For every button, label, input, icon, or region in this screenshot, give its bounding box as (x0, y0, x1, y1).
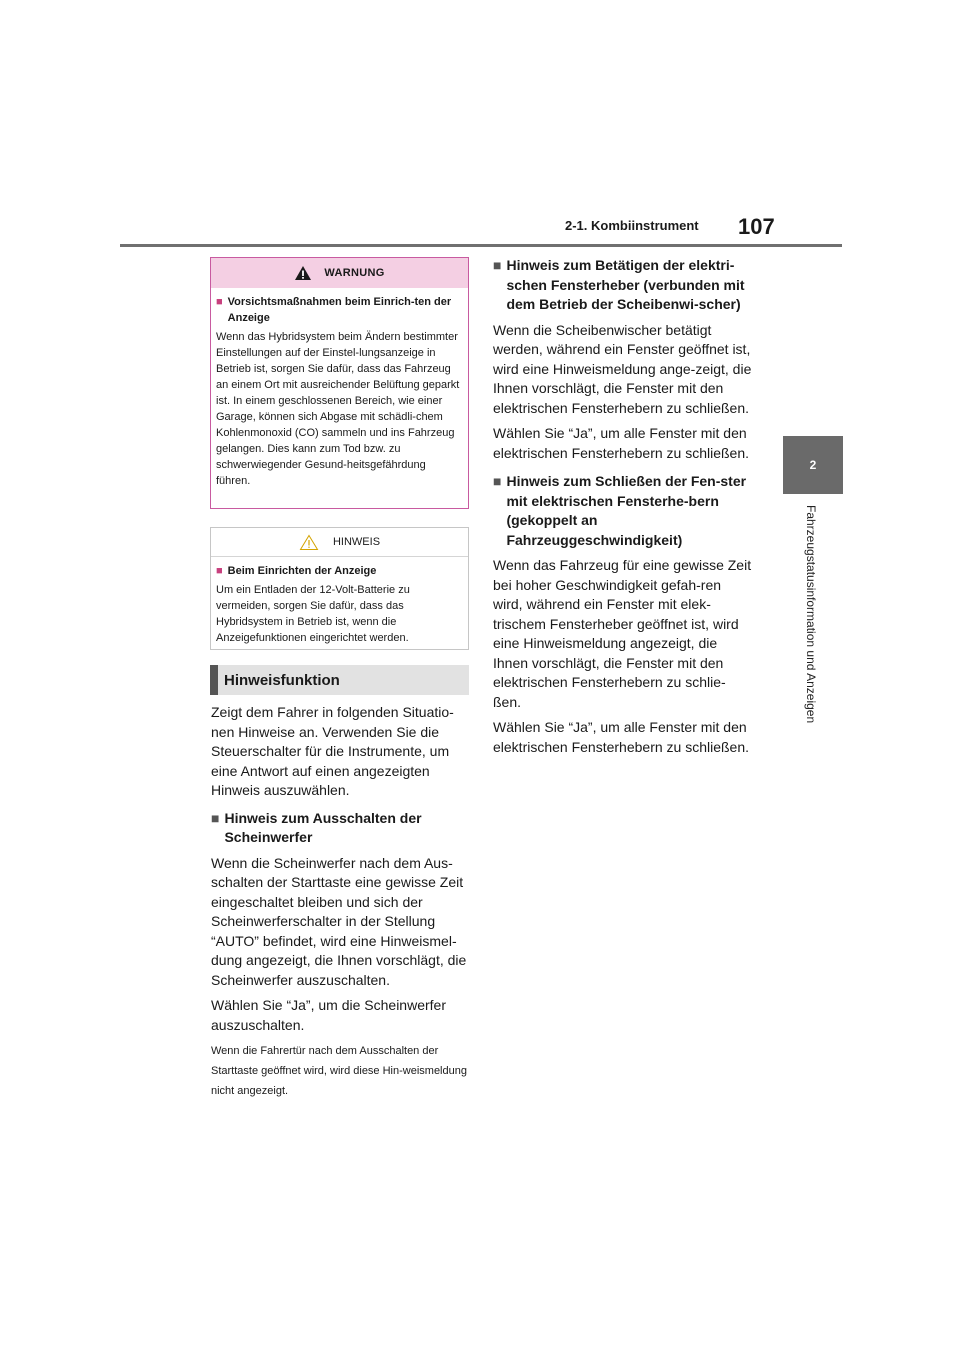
item-note: Wenn die Fahrertür nach dem Ausschalten der Starttaste geöffnet wird, wird diese Hin-weismeldung nicht angezeigt. (211, 1045, 467, 1097)
warning-box (210, 257, 469, 509)
warning-text: Wenn das Hybridsystem beim Ändern bestimmter Einstellungen auf der Einstel-lungsanzeige in Betrieb ist, sorgen Sie dafür, dass das Fahrzeug an einem Ort mit ausreichender Belüftung geparkt ist. In einem geschlossenen Bereich, wie einer Garage, können sich Abgase mit schädli-chem Kohlenmonoxid (CO) sammeln und ins Fahrzeug gelangen. Dies kann zum Tod bzw. zu schwerwiegender Gesund-heitsgefährdung führen. (216, 331, 460, 487)
item-paragraph: Wenn die Scheibenwischer betätigt werden, während ein Fenster geöffnet ist, wird eine Hinweismeldung ange-zeigt, die Ihnen vorschlägt, die Fenster mit den elektrischen Fensterhebern zu schließen. (493, 321, 752, 416)
left-column (211, 703, 469, 1101)
square-bullet-icon: ■ (216, 565, 223, 577)
item-heading (211, 809, 469, 848)
square-bullet-icon: ■ (216, 296, 223, 308)
square-bullet-icon: ■ (493, 473, 502, 489)
notice-heading (216, 563, 463, 579)
item-paragraph: Wenn die Scheinwerfer nach dem Aus-schalten der Starttaste eine gewisse Zeit eingeschaltet bleiben und sich der Scheinwerferschalter in der Stellung “AUTO” befindet, wird eine Hinweismel-dung angezeigt, die Ihnen vorschlägt, die Scheinwerfer auszuschalten. (211, 854, 467, 988)
section-title: 2-1. Kombiinstrument (565, 218, 699, 233)
notice-header (211, 528, 468, 557)
warning-label: WARNUNG (324, 267, 385, 279)
warning-triangle-icon (294, 265, 312, 281)
notice-heading-text: Beim Einrichten der Anzeige (227, 565, 377, 577)
notice-label: HINWEIS (332, 536, 381, 548)
notice-text: Um ein Entladen der 12-Volt-Batterie zu vermeiden, sorgen Sie dafür, dass das Hybridsystem in Betrieb ist, wenn die Anzeigefunktionen eingerichtet werden. (216, 584, 410, 644)
notice-body (211, 557, 468, 646)
item-paragraph: Wenn das Fahrzeug für eine gewisse Zeit bei hoher Geschwindigkeit gefah-ren wird, während ein Fenster mit elek-trischem Fensterheber geöffnet ist, wird eine Hinweismeldung angezeigt, die Ihnen vorschlägt, die Fenster mit den elektrischen Fensterhebern zu schlie-ßen. (493, 557, 752, 710)
chapter-number: 2 (809, 458, 817, 472)
notice-box (210, 527, 469, 650)
item-paragraph: Wählen Sie “Ja”, um alle Fenster mit den elektrischen Fensterhebern zu schließen. (493, 425, 750, 461)
notice-triangle-icon (299, 534, 319, 551)
item-heading (493, 472, 753, 550)
item-paragraph: Wählen Sie “Ja”, um alle Fenster mit den elektrischen Fensterhebern zu schließen. (493, 719, 750, 755)
warning-body (211, 288, 468, 489)
square-bullet-icon: ■ (493, 257, 502, 273)
square-bullet-icon: ■ (211, 809, 220, 826)
chapter-label: Fahrzeugstatusinformation und Anzeigen (804, 505, 818, 724)
item-heading (493, 256, 753, 315)
warning-heading-text: Vorsichtsmaßnahmen beim Einrich-ten der Anzeige (227, 296, 452, 324)
section-heading: Hinweisfunktion (210, 665, 469, 695)
right-column (493, 256, 753, 757)
page-number: 107 (738, 214, 775, 239)
item-heading-text: Hinweis zum Ausschalten der Scheinwerfer (224, 809, 422, 845)
header-divider (120, 244, 842, 247)
section-intro: Zeigt dem Fahrer in folgenden Situatio-nen Hinweise an. Verwenden Sie die Steuerschalter für die Instrumente, um eine Antwort auf einen angezeigten Hinweis auszuwählen. (211, 704, 454, 798)
warning-header (211, 258, 468, 288)
item-heading-text: Hinweis zum Schließen der Fen-ster mit elektrischen Fensterhe-bern (gekoppelt an Fahrzeuggeschwindigkeit) (506, 473, 747, 548)
item-heading-text: Hinweis zum Betätigen der elektri-schen Fensterheber (verbunden mit dem Betrieb der Scheibenwi-scher) (506, 257, 745, 312)
item-paragraph: Wählen Sie “Ja”, um die Scheinwerfer auszuschalten. (211, 997, 446, 1033)
warning-heading (216, 294, 463, 326)
chapter-tab (783, 436, 843, 494)
